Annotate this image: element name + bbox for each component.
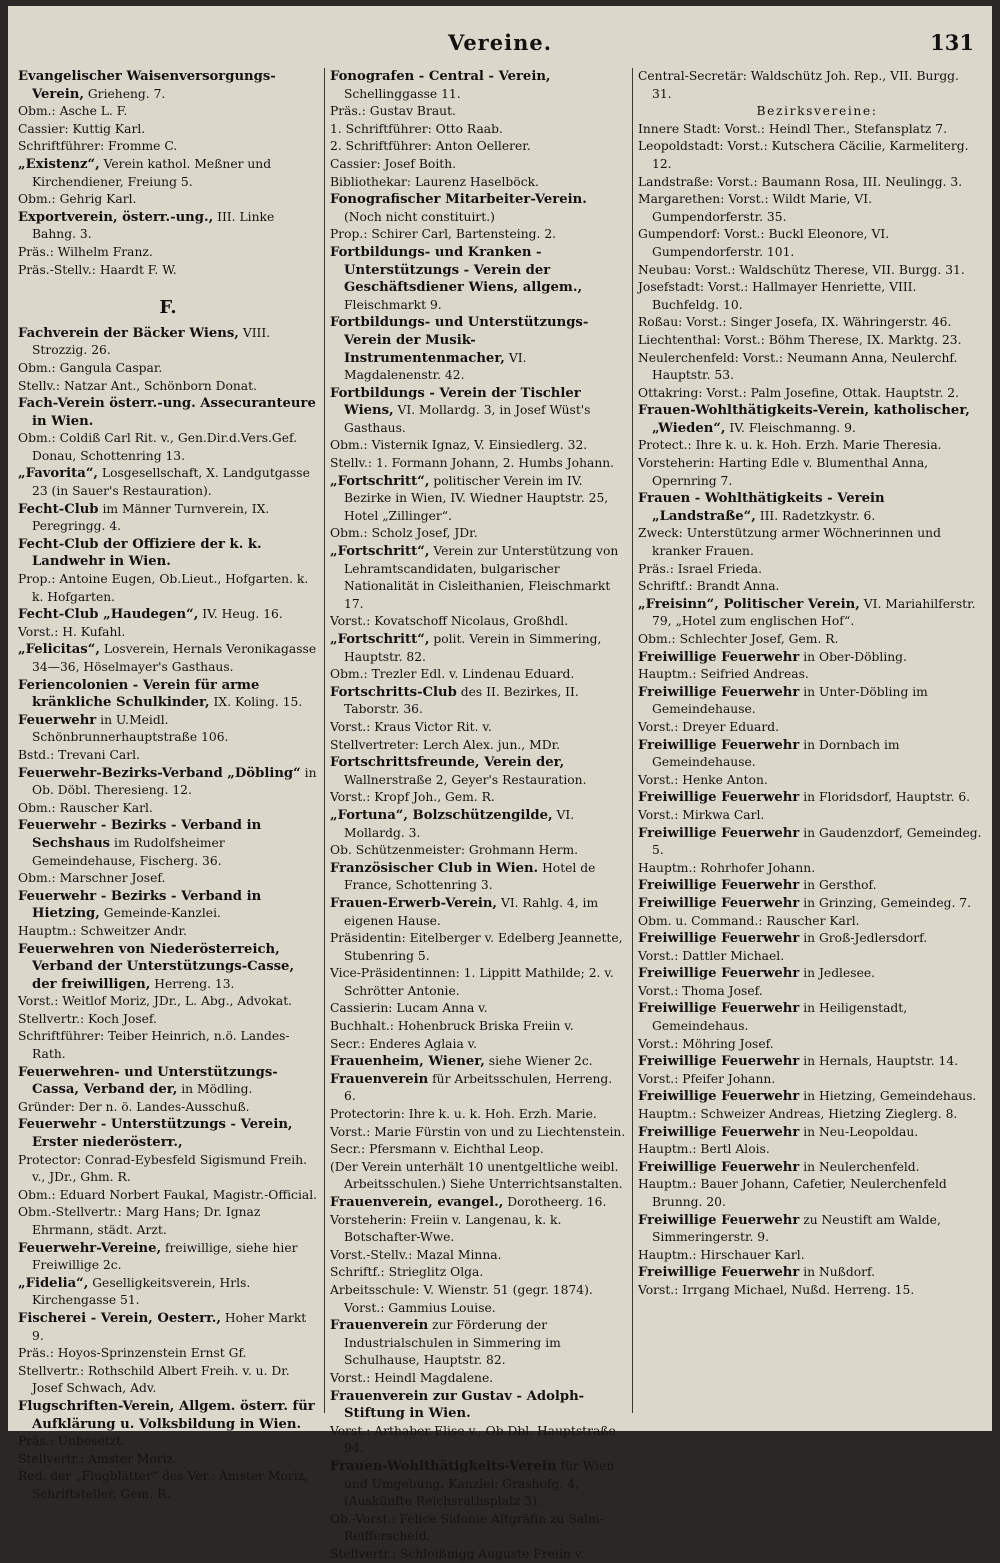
entry-address: in Ober-Döbling.	[799, 649, 907, 664]
entry-address: III. Radetzkystr. 6.	[755, 508, 876, 523]
entry-address: Landstraße: Vorst.: Baumann Rosa, III. Neulingg. 3.	[638, 174, 963, 189]
entry-name: „Fortschritt“,	[330, 473, 430, 489]
entry-name: „Freisinn“, Politischer Verein,	[638, 596, 860, 612]
entry-detail: Vorst.: Dattler Michael.	[638, 948, 785, 963]
entry-address: VI. Rahlg. 4, im eigenen Hause.	[344, 895, 599, 928]
directory-entry	[18, 641, 318, 676]
entry-detail: Stellvertr.: Koch Josef.	[18, 1011, 157, 1026]
directory-entry	[18, 712, 318, 747]
entry-detail: Präs.: Gustav Braut.	[330, 104, 456, 119]
entry-detail: Prop.: Antoine Eugen, Ob.Lieut., Hofgarten. k. k. Hofgarten.	[18, 572, 309, 604]
directory-entry	[638, 279, 982, 314]
column-right	[638, 68, 982, 1413]
entry-address: in U.Meidl. Schönbrunnerhauptstraße 106.	[32, 712, 229, 745]
entry-name: Fortbildungs- und Kranken - Unterstützungs - Verein der Geschäftsdiener Wiens, allgem.,	[330, 244, 583, 296]
directory-entry	[18, 1310, 318, 1345]
directory-entry	[18, 395, 318, 430]
entry-detail: Vorst.: H. Kufahl.	[18, 624, 126, 639]
entry-detail: Ob.-Vorst.: Felice Sidonie Altgräfin zu Salm-Reifferscheid.	[330, 1511, 604, 1544]
entry-address: VIII. Strozzig. 26.	[32, 325, 271, 358]
entry-detail: Cassier: Kuttig Karl.	[18, 121, 146, 136]
entry-detail: Obm.: Asche L. F.	[18, 104, 128, 119]
entry-address: in Hietzing, Gemeindehaus.	[799, 1089, 977, 1104]
entry-detail: Präs.: Israel Frieda.	[638, 561, 762, 576]
entry-detail: Vorst.: Henke Anton.	[638, 772, 768, 787]
entry-name: Fortschritts-Club	[330, 684, 457, 700]
directory-entry	[638, 1053, 982, 1071]
directory-entry	[330, 631, 626, 666]
entry-address: siehe Wiener 2c.	[484, 1054, 593, 1069]
directory-entry	[18, 606, 318, 624]
directory-entry	[18, 1064, 318, 1099]
entry-name: „Felicitas“,	[18, 642, 100, 658]
entry-name: Feuerwehr-Vereine,	[18, 1240, 162, 1256]
directory-entry	[638, 332, 982, 350]
entry-detail: Obm.: Visternik Ignaz, V. Einsiedlerg. 32.	[330, 438, 588, 453]
entry-detail: Prop.: Schirer Carl, Bartensteing. 2.	[330, 227, 557, 242]
entry-name: Fecht-Club	[18, 501, 99, 517]
directory-entry	[18, 536, 318, 571]
entry-address: Wallnerstraße 2, Geyer's Restauration.	[344, 772, 587, 787]
entry-detail: Vorst.: Mirkwa Carl.	[638, 807, 765, 822]
entry-detail: Obm.: Gangula Caspar.	[18, 360, 163, 375]
directory-entry	[638, 68, 982, 103]
entry-detail: Stellv.: 1. Formann Johann, 2. Humbs Johann.	[330, 456, 615, 471]
entry-detail: Arbeitsschule: V. Wienstr. 51 (gegr. 1874). Vorst.: Gammius Louise.	[330, 1282, 593, 1315]
entry-address: in Ob. Döbl. Theresieng. 12.	[32, 765, 317, 798]
entry-name: Feuerwehr - Unterstützungs - Verein, Erster niederösterr.,	[18, 1117, 293, 1151]
entry-name: Feuerwehren- und Unterstützungs-Cassa, Verband der,	[18, 1064, 278, 1098]
entry-detail: Vorst.: Weitlof Moriz, JDr., L. Abg., Advokat.	[18, 994, 293, 1009]
directory-entry	[638, 825, 982, 860]
entry-detail: Stellv.: Natzar Ant., Schönborn Donat.	[18, 378, 257, 393]
entry-name: „Existenz“,	[18, 156, 100, 172]
entry-name: Französischer Club in Wien.	[330, 860, 539, 876]
entry-address: Neulerchenfeld: Vorst.: Neumann Anna, Neulerchf. Hauptstr. 53.	[638, 350, 958, 383]
directory-entry	[18, 1275, 318, 1310]
entry-name: Frauenverein, evangel.,	[330, 1195, 504, 1210]
directory-entry	[330, 543, 626, 613]
entry-detail: Obm.: Trezler Edl. v. Lindenau Eduard.	[330, 667, 575, 682]
entry-name: Frauenverein	[330, 1318, 429, 1334]
directory-entry	[638, 350, 982, 385]
directory-entry	[638, 930, 982, 948]
directory-entry	[638, 965, 982, 983]
entry-detail: Präs.-Stellv.: Haardt F. W.	[18, 262, 177, 277]
entry-address: IV. Fleischmanng. 9.	[725, 420, 856, 435]
entry-address: VI. Mariahilferstr. 79, „Hotel zum englischen Hof“.	[652, 596, 976, 629]
entry-address: in Gaudenzdorf, Gemeindeg. 5.	[652, 825, 982, 858]
entry-detail: Vorsteherin: Freiin v. Langenau, k. k. Botschafter-Wwe.	[330, 1212, 562, 1245]
entry-address: VI. Mollardg. 3, in Josef Wüst's Gasthaus.	[344, 403, 591, 435]
directory-entry	[638, 895, 982, 913]
entry-address: in Mödling.	[177, 1082, 253, 1097]
directory-entry	[330, 191, 626, 226]
entry-address: Dorotheerg. 16.	[503, 1195, 607, 1209]
entry-name: Freiwillige Feuerwehr	[638, 895, 800, 911]
directory-page	[8, 6, 992, 1561]
entry-address: Josefstadt: Vorst.: Hallmayer Henriette, VIII. Buchfeldg. 10.	[638, 280, 917, 312]
entry-address: VI. Magdalenenstr. 42.	[344, 350, 527, 383]
entry-detail: Vorsteherin: Harting Edle v. Blumenthal Anna, Opernring 7.	[638, 456, 929, 488]
entry-address: Fleischmarkt 9.	[344, 297, 442, 312]
entry-address: in Heiligenstadt, Gemeindehaus.	[652, 1001, 908, 1034]
entry-name: Fecht-Club der Offiziere der k. k. Landwehr in Wien.	[18, 536, 262, 570]
entry-detail: Schriftführer: Fromme C.	[18, 139, 178, 154]
entry-name: „Fidelia“,	[18, 1275, 89, 1291]
entry-detail: Vorst.: Kovatschoff Nicolaus, Großhdl.	[330, 614, 569, 629]
directory-entry	[330, 68, 626, 103]
entry-address: Herreng. 13.	[150, 976, 235, 991]
entry-address: Central-Secretär: Waldschütz Joh. Rep., VII. Burgg. 31.	[638, 69, 959, 101]
entry-detail: Stellvertr.: Amster Moriz.	[18, 1451, 178, 1466]
entry-detail: Hauptm.: Hirschauer Karl.	[638, 1247, 805, 1262]
entry-address: für Arbeitsschulen, Herreng. 6.	[344, 1071, 613, 1104]
directory-entry	[638, 649, 982, 667]
entry-name: Freiwillige Feuerwehr	[638, 1265, 800, 1281]
entry-address: freiwillige, siehe hier Freiwillige 2c.	[32, 1240, 298, 1273]
directory-entry	[330, 807, 626, 842]
entry-name: Frauenverein	[330, 1071, 429, 1087]
entry-detail: Ob. Schützenmeister: Grohmann Herm.	[330, 843, 579, 858]
entry-name: Fortschrittsfreunde, Verein der,	[330, 755, 565, 771]
entry-detail: Protector: Conrad-Eybesfeld Sigismund Freih. v., JDr., Ghm. R.	[18, 1152, 308, 1185]
subsection-heading: Bezirksvereine:	[756, 104, 878, 119]
entry-detail: Cassier: Josef Boith.	[330, 156, 457, 171]
entry-detail: Obm.: Gehrig Karl.	[18, 192, 137, 207]
directory-entry	[638, 1088, 982, 1106]
entry-name: Frauen-Wohlthätigkeits-Verein	[330, 1458, 557, 1474]
entry-name: Fischerei - Verein, Oesterr.,	[18, 1310, 221, 1326]
entry-address: Hoher Markt 9.	[32, 1310, 307, 1343]
entry-address: Liechtenthal: Vorst.: Böhm Therese, IX. Marktg. 23.	[638, 332, 962, 347]
directory-entry	[638, 596, 982, 631]
entry-detail: Zweck: Unterstützung armer Wöchnerinnen und kranker Frauen.	[638, 526, 941, 559]
directory-entry	[638, 737, 982, 772]
entry-detail: Obm.: Marschner Josef.	[18, 871, 166, 886]
entry-address: polit. Verein in Simmering, Hauptstr. 82.	[344, 632, 602, 664]
entry-detail: Hauptm.: Schweizer Andreas, Hietzing Zieglerg. 8.	[638, 1107, 958, 1122]
entry-detail: Bstd.: Trevani Carl.	[18, 747, 140, 762]
entry-detail: Hauptm.: Schweitzer Andr.	[18, 923, 187, 938]
entry-name: Feuerwehr - Bezirks - Verband in Hietzing,	[18, 888, 262, 922]
column-divider	[632, 68, 633, 1413]
entry-detail: Präsidentin: Eitelberger v. Edelberg Jeannette, Stubenring 5.	[330, 931, 623, 963]
entry-detail: Obm.: Eduard Norbert Faukal, Magistr.-Official.	[18, 1187, 318, 1202]
entry-detail: Vorst.: Pfeifer Johann.	[638, 1071, 776, 1086]
directory-entry	[638, 262, 982, 280]
directory-entry	[18, 68, 318, 103]
entry-address: Verein kathol. Meßner und Kirchendiener, Freiung 5.	[32, 156, 272, 189]
entry-address: in Jedlesee.	[799, 966, 876, 981]
column-left	[18, 68, 318, 1501]
entry-address: im Männer Turnverein, IX. Peregringg. 4.	[32, 501, 270, 534]
entry-address: des II. Bezirkes, II. Taborstr. 36.	[344, 684, 579, 717]
entry-address: Roßau: Vorst.: Singer Josefa, IX. Währingerstr. 46.	[638, 315, 952, 330]
directory-entry	[330, 1194, 626, 1212]
entry-address: Schellinggasse 11.	[344, 86, 461, 101]
entry-name: Freiwillige Feuerwehr	[638, 1159, 800, 1175]
entry-address: in Hernals, Hauptstr. 14.	[799, 1054, 959, 1069]
entry-address: in Floridsdorf, Hauptstr. 6.	[799, 790, 971, 805]
entry-detail: Präs.: Wilhelm Franz.	[18, 244, 153, 259]
entry-name: Frauen-Erwerb-Verein,	[330, 895, 498, 911]
page-title: Vereine.	[447, 30, 553, 55]
entry-name: Evangelischer Waisenversorgungs-Verein,	[18, 69, 276, 102]
directory-entry	[330, 684, 626, 719]
page-number: 131	[930, 30, 974, 55]
entry-detail: Vorst.: Heindl Magdalene.	[330, 1370, 494, 1385]
entry-name: Flugschriften-Verein, Allgem. österr. für Aufklärung u. Volksbildung in Wien.	[18, 1398, 315, 1432]
directory-entry	[638, 174, 982, 192]
entry-name: Frauenheim, Wiener,	[330, 1054, 485, 1070]
directory-entry	[330, 1071, 626, 1106]
entry-name: Frauen-Wohlthätigkeits-Verein, katholischer, „Wieden“,	[638, 403, 970, 436]
entry-detail: Präs.: Hoyos-Sprinzenstein Ernst Gf.	[18, 1346, 247, 1361]
directory-entry	[638, 789, 982, 807]
entry-detail: Vorst.: Kropf Joh., Gem. R.	[330, 790, 495, 805]
directory-entry	[638, 191, 982, 226]
entry-detail: Buchhalt.: Hohenbruck Briska Freiin v.	[330, 1019, 574, 1034]
entry-address: Ottakring: Vorst.: Palm Josefine, Ottak. Hauptstr. 2.	[638, 385, 960, 400]
entry-address: zu Neustift am Walde, Simmeringerstr. 9.	[652, 1212, 941, 1245]
entry-address: politischer Verein im IV. Bezirke in Wien, IV. Wiedner Hauptstr. 25, Hotel „Zillinger“.	[344, 473, 609, 523]
entry-address: VI. Mollardg. 3.	[344, 807, 575, 840]
entry-address: in Nußdorf.	[799, 1265, 876, 1280]
entry-name: Fach-Verein österr.-ung. Assecuranteure in Wien.	[18, 396, 316, 429]
entry-name: Fortbildungs - Verein der Tischler Wiens,	[330, 385, 581, 419]
entry-detail: Vorst.: Arthaber Elise v., Ob.Dbl. Hauptstraße 94.	[330, 1423, 616, 1456]
entry-name: Freiwillige Feuerwehr	[638, 966, 800, 982]
entry-address: im Rudolfsheimer Gemeindehause, Fischerg. 36.	[32, 835, 225, 868]
entry-address: Leopoldstadt: Vorst.: Kutschera Cäcilie, Karmeliterg. 12.	[638, 139, 969, 171]
entry-detail: Stellvertr.: Rothschild Albert Freih. v. u. Dr. Josef Schwach, Adv.	[18, 1363, 290, 1396]
entry-detail: Stellvertreter: Lerch Alex. jun., MDr.	[330, 737, 561, 752]
directory-entry	[18, 1398, 318, 1433]
entry-name: Freiwillige Feuerwehr	[638, 825, 800, 841]
entry-address: zur Förderung der Industrialschulen in Simmering im Schulhause, Hauptstr. 82.	[344, 1318, 561, 1368]
entry-name: Freiwillige Feuerwehr	[638, 684, 800, 700]
directory-entry	[638, 226, 982, 261]
entry-address: Neubau: Vorst.: Waldschütz Therese, VII. Burgg. 31.	[638, 262, 965, 277]
entry-address: (Noch nicht constituirt.)	[344, 209, 495, 224]
entry-detail: Vorst.-Stellv.: Mazal Minna.	[330, 1247, 502, 1262]
entry-detail: Red. der „Flugblätter“ des Ver.: Amster Moriz, Schriftsteller, Gem. R.	[18, 1469, 309, 1501]
directory-entry	[638, 490, 982, 525]
entry-detail: Obm.: Rauscher Karl.	[18, 800, 153, 815]
directory-entry	[18, 1240, 318, 1275]
entry-detail: Schriftf.: Strieglitz Olga.	[330, 1265, 484, 1280]
entry-detail: Obm.: Schlechter Josef, Gem. R.	[638, 632, 839, 646]
entry-detail: Vice-Präsidentinnen: 1. Lippitt Mathilde; 2. v. Schrötter Antonie.	[330, 966, 614, 998]
entry-address: Geselligkeitsverein, Hrls. Kirchengasse 51.	[32, 1275, 251, 1308]
entry-detail: Vorst.: Möhring Josef.	[638, 1036, 774, 1051]
entry-name: Fachverein der Bäcker Wiens,	[18, 325, 239, 341]
directory-entry	[638, 314, 982, 332]
column-middle	[330, 68, 626, 1561]
entry-name: Feuerwehr	[18, 712, 97, 728]
entry-name: Freiwillige Feuerwehr	[638, 790, 800, 806]
directory-entry	[18, 325, 318, 360]
entry-name: Freiwillige Feuerwehr	[638, 878, 800, 894]
entry-name: Feriencolonien - Verein für arme kränkliche Schulkinder,	[18, 677, 260, 711]
entry-address: Hotel de France, Schottenring 3.	[344, 860, 596, 893]
entry-detail: Hauptm.: Rohrhofer Johann.	[638, 860, 816, 875]
directory-entry	[330, 754, 626, 789]
entry-detail: Hauptm.: Bauer Johann, Cafetier, Neulerchenfeld Brunng. 20.	[638, 1177, 947, 1209]
entry-name: Exportverein, österr.-ung.,	[18, 209, 214, 225]
entry-name: „Fortschritt“,	[330, 632, 430, 647]
directory-entry	[638, 385, 982, 403]
entry-name: Freiwillige Feuerwehr	[638, 1212, 800, 1228]
entry-address: für Wien und Umgebung. Kanzlei: Grashofg. 4, (Auskünfte Reichsrathsplatz 3).	[344, 1458, 615, 1509]
entry-address: in Grinzing, Gemeindeg. 7.	[799, 895, 972, 910]
directory-entry	[330, 385, 626, 438]
section-letter: F.	[159, 297, 177, 319]
directory-entry	[330, 895, 626, 930]
directory-entry	[638, 1264, 982, 1282]
directory-entry	[18, 501, 318, 536]
directory-entry	[330, 860, 626, 895]
entry-detail: Gründer: Der n. ö. Landes-Ausschuß.	[18, 1099, 250, 1114]
entry-detail: Obm.: Coldiß Carl Rit. v., Gen.Dir.d.Vers.Gef. Donau, Schottenring 13.	[18, 431, 298, 463]
entry-address: IV. Heug. 16.	[198, 607, 283, 622]
directory-entry	[330, 1388, 626, 1423]
directory-entry	[18, 817, 318, 870]
entry-name: Feuerwehr-Bezirks-Verband „Döbling“	[18, 765, 301, 781]
directory-entry	[330, 314, 626, 384]
directory-entry	[330, 244, 626, 314]
directory-entry	[638, 877, 982, 895]
entry-address: Innere Stadt: Vorst.: Heindl Ther., Stefansplatz 7.	[638, 121, 948, 136]
directory-entry	[18, 156, 318, 191]
entry-address: in Gersthof.	[799, 878, 877, 893]
entry-detail: (Der Verein unterhält 10 unentgeltliche weibl. Arbeitsschulen.) Siehe Unterrichtsanstalten.	[330, 1159, 623, 1192]
entry-address: in Neu-Leopoldau.	[799, 1124, 919, 1139]
directory-entry	[638, 1124, 982, 1142]
entry-address: Losgesellschaft, X. Landgutgasse 23 (in Sauer's Restauration).	[32, 466, 310, 499]
entry-address: Margarethen: Vorst.: Wildt Marie, VI. Gumpendorferstr. 35.	[638, 192, 873, 224]
directory-entry	[18, 1116, 318, 1151]
entry-address: in Unter-Döbling im Gemeindehause.	[652, 684, 928, 717]
directory-entry	[638, 684, 982, 719]
entry-name: „Fortuna“, Bolzschützengilde,	[330, 807, 553, 823]
entry-name: „Fortschritt“,	[330, 544, 430, 560]
entry-detail: Secr.: Pfersmann v. Eichthal Leop.	[330, 1142, 544, 1157]
entry-detail: Hauptm.: Seifried Andreas.	[638, 667, 809, 682]
entry-detail: Secr.: Enderes Aglaia v.	[330, 1036, 478, 1051]
entry-name: Freiwillige Feuerwehr	[638, 737, 800, 753]
directory-entry	[638, 1212, 982, 1247]
entry-detail: Vorst.: Thoma Josef.	[638, 983, 763, 998]
entry-name: Frauen - Wohlthätigkeits - Verein „Landstraße“,	[638, 491, 885, 524]
entry-name: „Favorita“,	[18, 466, 99, 482]
entry-detail: Obm. u. Command.: Rauscher Karl.	[638, 913, 860, 928]
directory-entry	[18, 888, 318, 923]
entry-name: Feuerwehr - Bezirks - Verband in Sechshaus	[18, 818, 262, 851]
entry-detail: Protectorin: Ihre k. u. k. Hoh. Erzh. Marie.	[330, 1107, 597, 1122]
entry-address: IX. Koling. 15.	[209, 695, 303, 710]
directory-entry	[330, 1317, 626, 1370]
entry-name: Freiwillige Feuerwehr	[638, 649, 800, 665]
directory-entry	[638, 1159, 982, 1177]
entry-detail: Vorst.: Irrgang Michael, Nußd. Herreng. 15.	[638, 1282, 915, 1297]
column-divider	[324, 68, 325, 1413]
entry-name: Freiwillige Feuerwehr	[638, 1001, 800, 1017]
entry-detail: 2. Schriftführer: Anton Oellerer.	[330, 139, 531, 154]
directory-entry	[18, 765, 318, 800]
entry-address: Grieheng. 7.	[83, 86, 166, 101]
entry-detail: Hauptm.: Bertl Alois.	[638, 1142, 770, 1157]
entry-name: Freiwillige Feuerwehr	[638, 1089, 800, 1105]
directory-entry	[638, 121, 982, 139]
entry-address: in Neulerchenfeld.	[799, 1159, 920, 1174]
directory-entry	[638, 402, 982, 437]
directory-entry	[18, 465, 318, 500]
entry-detail: Obm.: Scholz Josef, JDr.	[330, 526, 478, 541]
entry-detail: Schriftf.: Brandt Anna.	[638, 579, 780, 594]
entry-address: in Groß-Jedlersdorf.	[799, 931, 928, 946]
entry-detail: Vorst.: Dreyer Eduard.	[638, 719, 780, 734]
entry-detail: Vorst.: Kraus Victor Rit. v.	[330, 719, 492, 734]
entry-address: III. Linke Bahng. 3.	[32, 209, 275, 242]
directory-entry	[18, 941, 318, 994]
entry-name: Frauenverein zur Gustav - Adolph-Stiftung in Wien.	[330, 1388, 585, 1422]
entry-address: Losverein, Hernals Veronikagasse 34—36, Höselmayer's Gasthaus.	[32, 642, 317, 674]
entry-address: in Dornbach im Gemeindehause.	[652, 737, 900, 770]
entry-name: Fortbildungs- und Unterstützungs-Verein der Musik-Instrumentenmacher,	[330, 315, 589, 366]
entry-detail: Obm.-Stellvertr.: Marg Hans; Dr. Ignaz Ehrmann, städt. Arzt.	[18, 1205, 261, 1237]
entry-detail: Schriftführer: Teiber Heinrich, n.ö. Landes-Rath.	[18, 1029, 290, 1062]
entry-name: Freiwillige Feuerwehr	[638, 1054, 800, 1070]
entry-address: Gemeinde-Kanzlei.	[99, 906, 221, 921]
entry-address: Gumpendorf: Vorst.: Buckl Eleonore, VI. Gumpendorferstr. 101.	[638, 227, 890, 259]
directory-entry	[330, 1458, 626, 1511]
directory-entry	[638, 1000, 982, 1035]
entry-address: Verein zur Unterstützung von Lehramtscandidaten, bulgarischer Nationalität in Cisleithanien, Fleischmarkt 17.	[344, 544, 619, 611]
entry-detail: Vorst.: Marie Fürstin von und zu Liechtenstein.	[330, 1124, 626, 1139]
entry-name: Fonografischer Mitarbeiter-Verein.	[330, 192, 587, 208]
entry-name: Freiwillige Feuerwehr	[638, 1124, 800, 1140]
directory-entry	[330, 473, 626, 526]
directory-entry	[638, 138, 982, 173]
entry-name: Feuerwehren von Niederösterreich, Verband der Unterstützungs-Casse, der freiwilligen,	[18, 941, 295, 992]
entry-name: Freiwillige Feuerwehr	[638, 931, 800, 947]
directory-entry	[18, 209, 318, 244]
entry-name: Fecht-Club „Haudegen“,	[18, 607, 199, 623]
entry-detail: Cassierin: Lucam Anna v.	[330, 1001, 488, 1016]
directory-entry	[18, 677, 318, 712]
entry-detail: Stellvertr.: Schloißnigg Auguste Freiin v.	[330, 1546, 585, 1561]
entry-detail: Bibliothekar: Laurenz Haselböck.	[330, 174, 539, 189]
entry-detail: Protect.: Ihre k. u. k. Hoh. Erzh. Marie Theresia.	[638, 438, 942, 453]
entry-detail: Präs.: Unbesetzt.	[18, 1434, 126, 1449]
entry-name: Fonografen - Central - Verein,	[330, 69, 551, 84]
entry-detail: 1. Schriftführer: Otto Raab.	[330, 121, 503, 136]
directory-entry	[330, 1053, 626, 1071]
